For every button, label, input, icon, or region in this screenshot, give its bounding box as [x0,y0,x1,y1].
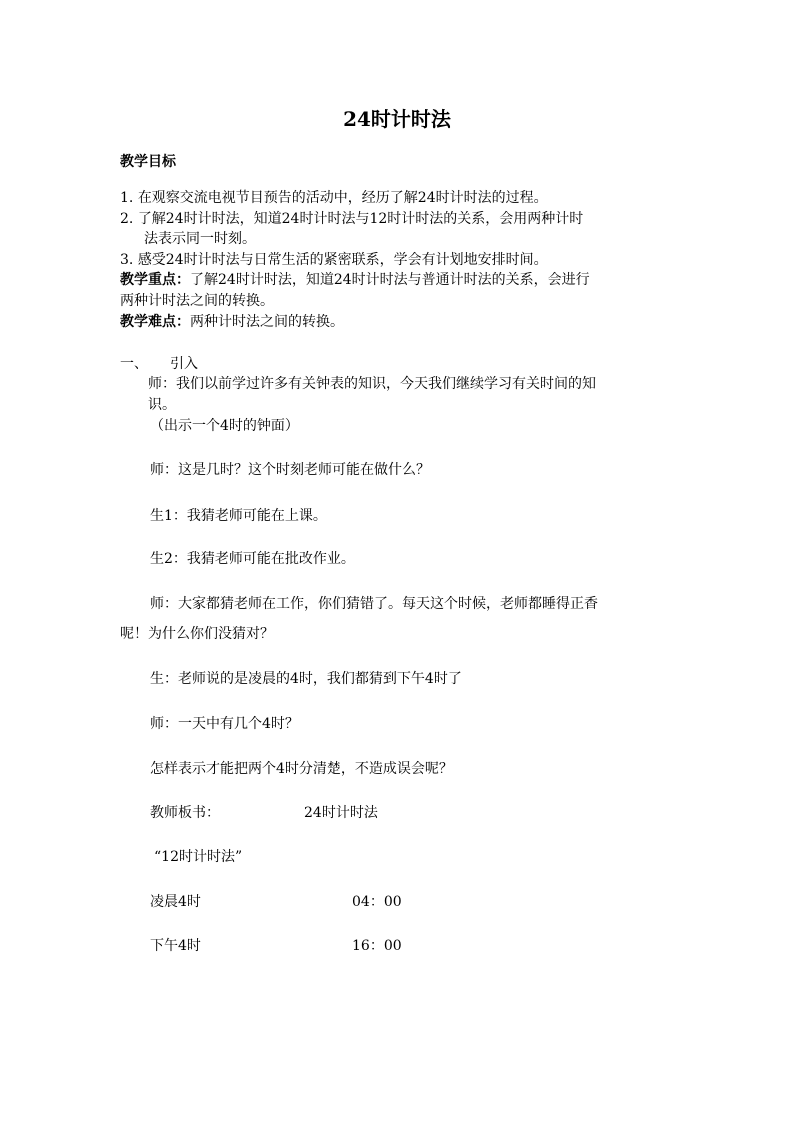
dialogue-clock-note: （出示一个4时的钟面） [150,418,299,434]
section-title: 引入 [170,356,198,372]
board-subtitle: “12时计时法” [154,849,243,865]
board-row-2-left: 下午4时 [150,938,201,954]
difficulty-text: 两种计时法之间的转换。 [190,314,344,330]
board-title: 24时计时法 [304,805,378,821]
dialogue-teacher-reply-line-2: 呢！为什么你们没猜对？ [120,626,274,642]
key-point-line-1 [120,270,590,290]
board-label: 教师板书： [150,805,220,821]
key-point-line-2: 两种计时法之间的转换。 [120,293,274,309]
goal-number: 2. [120,211,134,227]
dialogue-teacher-intro-line-1: 师：我们以前学过许多有关钟表的知识，今天我们继续学习有关时间的知 [148,376,596,392]
goal-number: 1. [120,190,134,206]
dialogue-student-answer: 生：老师说的是凌晨的4时，我们都猜到下午4时了 [150,671,462,687]
key-point-label: 教学重点： [120,272,190,288]
goal-number: 3. [120,252,134,268]
dialogue-teacher-intro-line-2: 识。 [148,397,176,413]
goal-item-1 [120,188,548,208]
goal-text: 感受24时计时法与日常生活的紧密联系，学会有计划地安排时间。 [137,252,548,268]
dialogue-student-1: 生1：我猜老师可能在上课。 [150,508,327,524]
section-number: 一、 [120,356,148,372]
dialogue-distinguish-question: 怎样表示才能把两个4时分清楚，不造成误会呢？ [150,761,453,777]
goals-heading: 教学目标 [120,154,176,170]
section-1-heading [120,354,198,374]
goal-text: 了解24时计时法，知道24时计时法与12时计时法的关系，会用两种计时 [137,211,584,227]
page-title: 24时计时法 [343,107,451,131]
goal-item-2-continued: 法表示同一时刻。 [144,231,256,247]
goal-text: 在观察交流电视节目预告的活动中，经历了解24时计时法的过程。 [137,190,548,206]
difficulty-line [120,312,344,332]
dialogue-teacher-count-question: 师：一天中有几个4时？ [150,716,299,732]
dialogue-teacher-reply-line-1: 师：大家都猜老师在工作，你们猜错了。每天这个时候，老师都睡得正香 [150,596,598,612]
board-row-1-left: 凌晨4时 [150,894,201,910]
board-row-1-right: 04：00 [352,894,402,910]
key-point-text: 了解24时计时法，知道24时计时法与普通计时法的关系，会进行 [190,272,590,288]
board-row-2-right: 16：00 [352,938,402,954]
dialogue-teacher-question: 师：这是几时？这个时刻老师可能在做什么？ [150,462,430,478]
goal-item-3 [120,250,548,270]
goal-item-2 [120,209,583,229]
difficulty-label: 教学难点： [120,314,190,330]
dialogue-student-2: 生2：我猜老师可能在批改作业。 [150,551,355,567]
